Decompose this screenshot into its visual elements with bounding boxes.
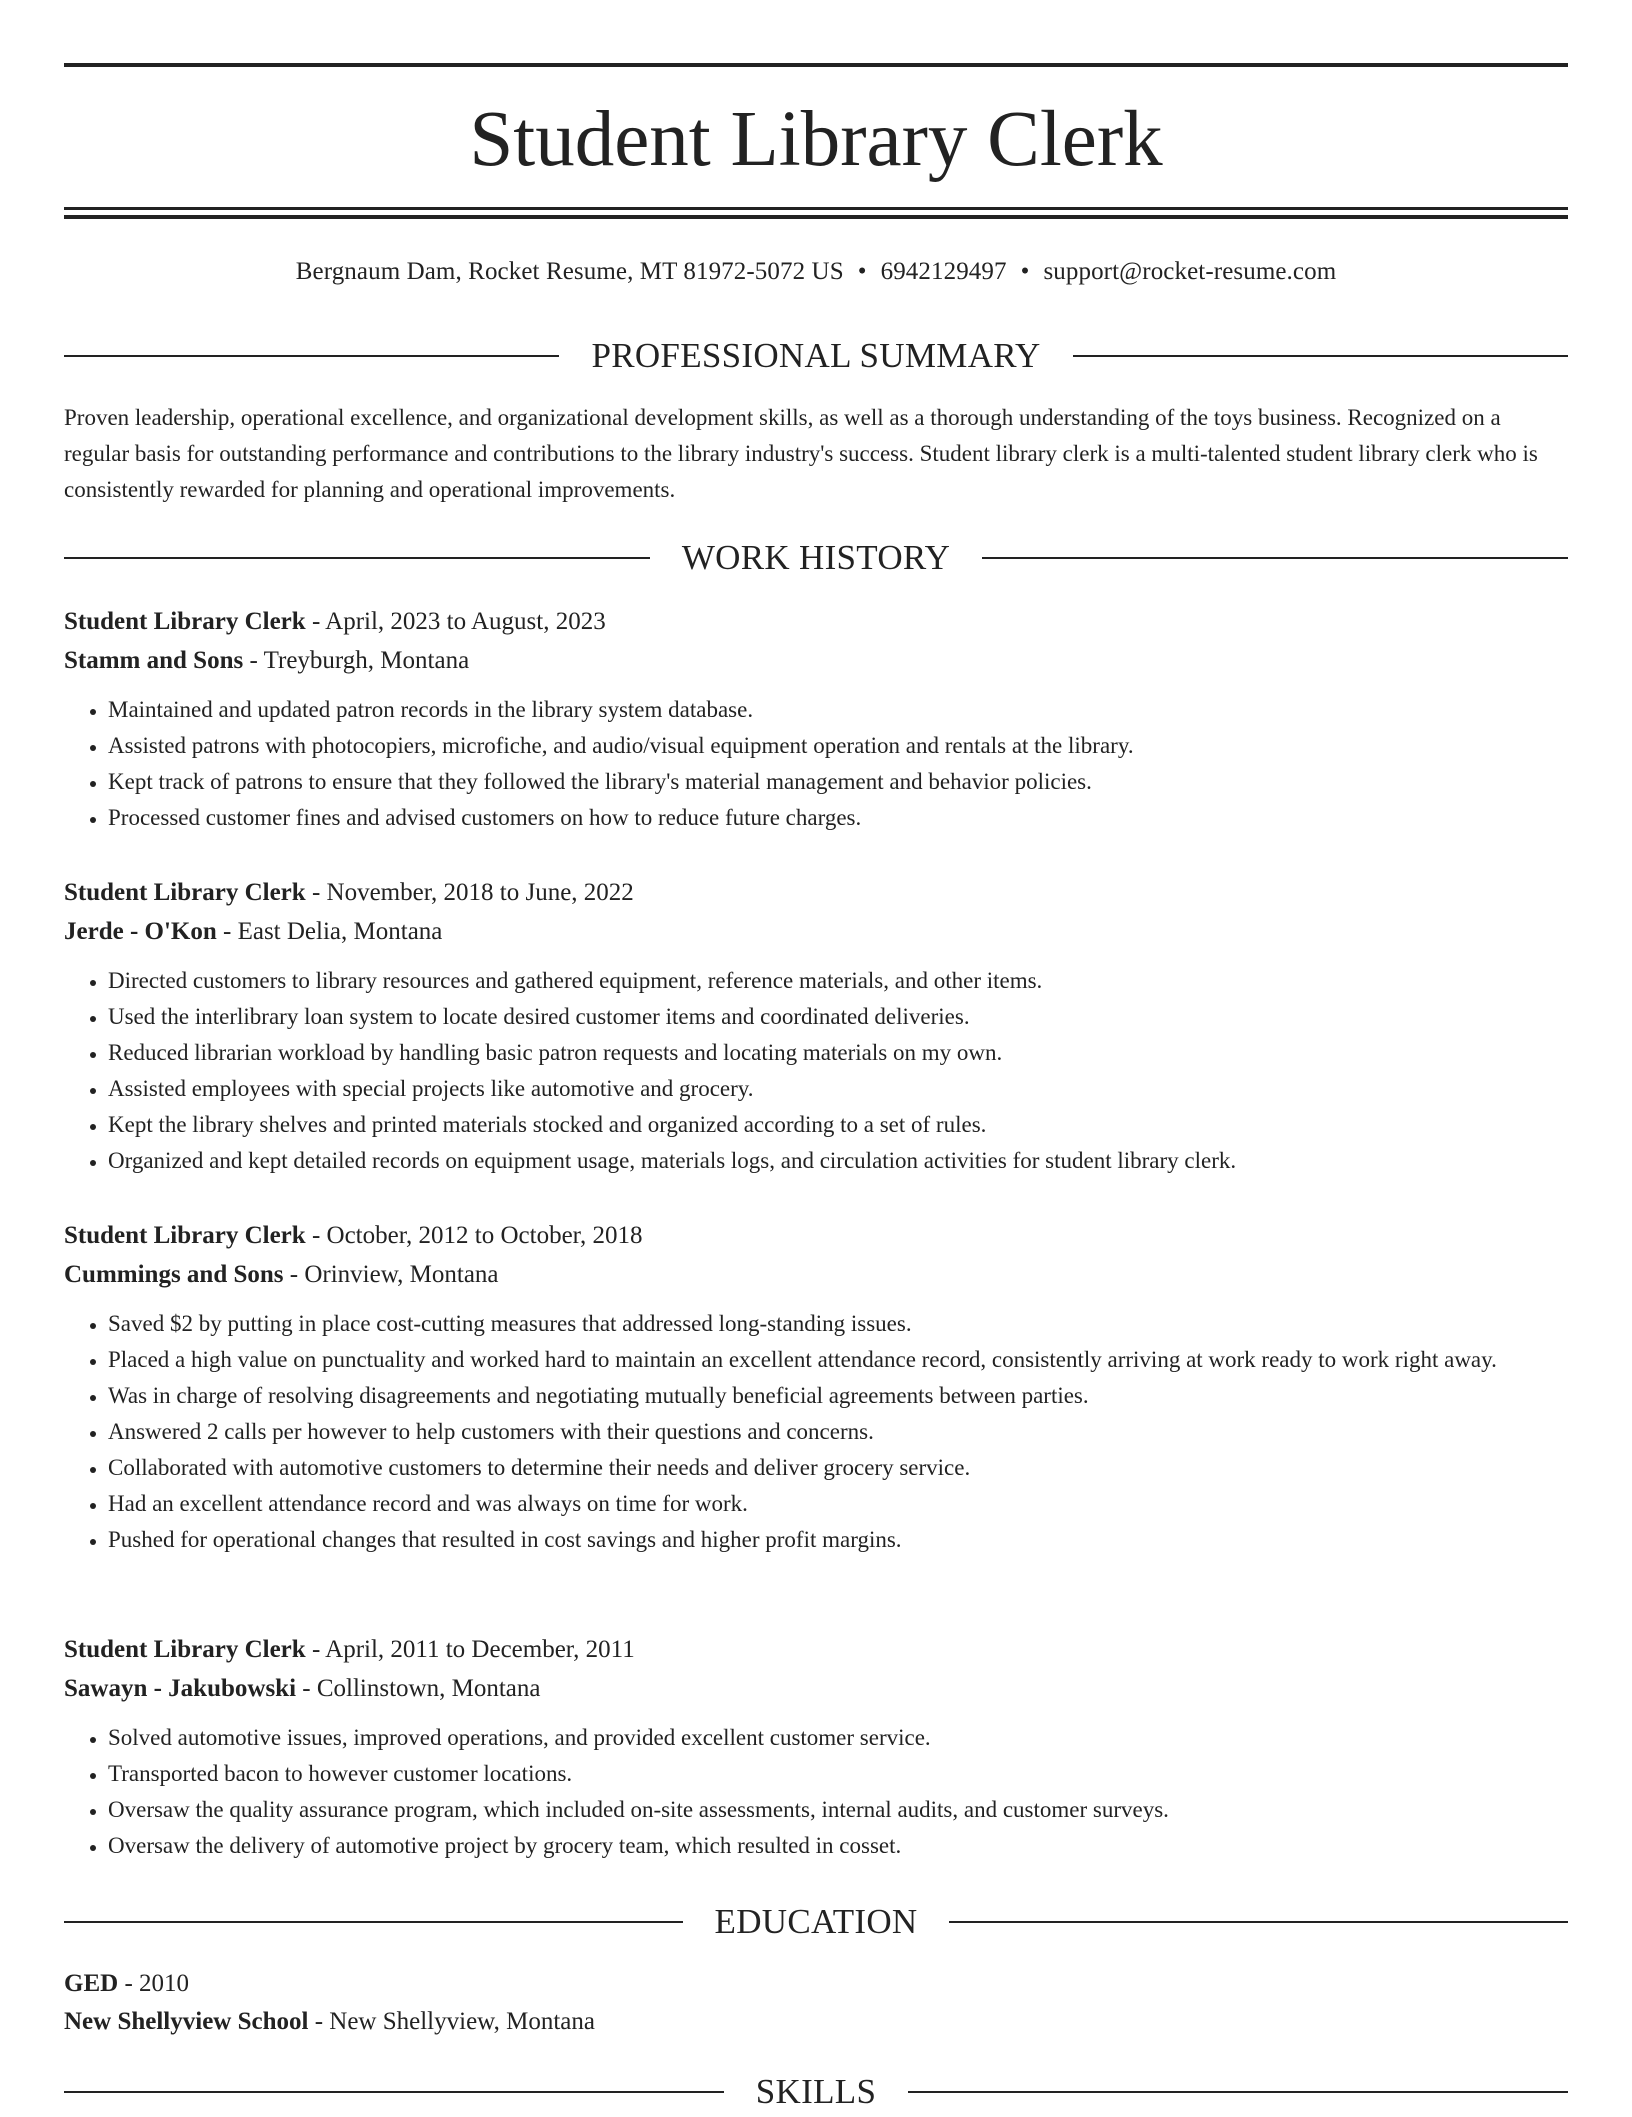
job-bullet: • Reduced librarian workload by handling basic patron requests and locating materials on my own.: [108, 1035, 1568, 1071]
section-title: WORK HISTORY: [681, 538, 951, 577]
job-entry: [64, 873, 1568, 1179]
section-title: SKILLS: [755, 2072, 877, 2111]
job-bullet-list: [64, 1306, 1568, 1558]
job-company-line: [64, 1255, 1568, 1294]
job-bullet: • Oversaw the delivery of automotive project by grocery team, which resulted in cosset.: [108, 1828, 1568, 1864]
section-rule-left: [64, 557, 650, 559]
job-company-line: [64, 641, 1568, 680]
job-bullet: • Saved $2 by putting in place cost-cutting measures that addressed long-standing issues.: [108, 1306, 1568, 1342]
job-company: Stamm and Sons: [64, 647, 244, 674]
job-bullet: • Processed customer fines and advised customers on how to reduce future charges.: [108, 800, 1568, 836]
job-company-line: [64, 912, 1568, 951]
section-header-work-history: [64, 533, 1568, 583]
job-bullet: • Directed customers to library resources and gathered equipment, reference materials, and other items.: [108, 963, 1568, 999]
job-bullet: • Answered 2 calls per however to help customers with their questions and concerns.: [108, 1414, 1568, 1450]
section-header-education: [64, 1897, 1568, 1947]
education-location: - New Shellyview, Montana: [308, 2008, 595, 2035]
education-school-line: [64, 2003, 1568, 2041]
contact-email: support@rocket-resume.com: [1043, 258, 1337, 285]
section-rule-left: [64, 1921, 683, 1923]
job-title: Student Library Clerk: [64, 879, 306, 906]
section-rule-right: [949, 1921, 1568, 1923]
professional-summary: Proven leadership, operational excellence, and organizational development skills, as well as a thorough understanding of the toys business. Recognized on a regular basis for outstanding performance and contributions to the library industry's success. Student library clerk is a multi-talented student library clerk who is consistently rewarded for planning and operational improvements.: [64, 405, 1538, 502]
job-bullet: • Oversaw the quality assurance program, which included on-site assessments, internal audits, and customer surveys.: [108, 1792, 1568, 1828]
job-title-line: [64, 1630, 1568, 1669]
job-location: - Orinview, Montana: [283, 1261, 499, 1288]
contact-line: [64, 255, 1568, 289]
job-dates: - April, 2023 to August, 2023: [305, 608, 606, 635]
job-company: Cummings and Sons: [64, 1261, 284, 1288]
resume-name: Student Library Clerk: [469, 96, 1163, 183]
job-bullet: • Organized and kept detailed records on equipment usage, materials logs, and circulation activities for student library clerk.: [108, 1143, 1568, 1179]
job-title: Student Library Clerk: [64, 1636, 306, 1663]
job-bullet: • Assisted employees with special projects like automotive and grocery.: [108, 1071, 1568, 1107]
section-title: PROFESSIONAL SUMMARY: [591, 336, 1041, 375]
education-degree: GED: [64, 1970, 119, 1997]
job-location: - Treyburgh, Montana: [243, 647, 470, 674]
job-bullet: • Placed a high value on punctuality and worked hard to maintain an excellent attendance record, consistently arriving at work ready to work right away.: [108, 1342, 1568, 1378]
job-company-line: [64, 1669, 1568, 1708]
job-title-line: [64, 602, 1568, 641]
contact-address: Bergnaum Dam, Rocket Resume, MT 81972-5072 US: [295, 258, 844, 285]
job-bullet: • Kept track of patrons to ensure that they followed the library's material management and behavior policies.: [108, 764, 1568, 800]
job-dates: - October, 2012 to October, 2018: [305, 1222, 643, 1249]
job-bullet-list: [64, 692, 1568, 836]
job-title: Student Library Clerk: [64, 1222, 306, 1249]
job-bullet: • Was in charge of resolving disagreements and negotiating mutually beneficial agreements between parties.: [108, 1378, 1568, 1414]
section-header-skills: [64, 2067, 1568, 2117]
job-bullet: • Assisted patrons with photocopiers, microfiche, and audio/visual equipment operation and rentals at the library.: [108, 728, 1568, 764]
job-entry: [64, 1216, 1568, 1558]
job-title-line: [64, 1216, 1568, 1255]
section-rule-left: [64, 2091, 724, 2093]
job-entry: [64, 602, 1568, 836]
job-bullet: • Used the interlibrary loan system to locate desired customer items and coordinated deliveries.: [108, 999, 1568, 1035]
job-bullet-list: [64, 1720, 1568, 1864]
contact-separator: •: [857, 258, 867, 285]
education-school: New Shellyview School: [64, 2008, 309, 2035]
job-bullet: • Collaborated with automotive customers to determine their needs and deliver grocery service.: [108, 1450, 1568, 1486]
section-rule-right: [1073, 355, 1568, 357]
job-title: Student Library Clerk: [64, 608, 306, 635]
job-company: Sawayn - Jakubowski: [64, 1675, 297, 1702]
header-double-rule-upper: [64, 207, 1568, 210]
job-dates: - April, 2011 to December, 2011: [305, 1636, 635, 1663]
header-top-rule: [64, 63, 1568, 67]
header-double-rule-lower: [64, 215, 1568, 219]
education-degree-line: [64, 1965, 1568, 2003]
section-header-summary: [64, 331, 1568, 381]
job-location: - East Delia, Montana: [216, 918, 443, 945]
job-bullet-list: [64, 963, 1568, 1179]
education-entry: [64, 1965, 1568, 2041]
contact-separator: •: [1020, 258, 1030, 285]
job-bullet: • Solved automotive issues, improved operations, and provided excellent customer service.: [108, 1720, 1568, 1756]
job-bullet: • Had an excellent attendance record and was always on time for work.: [108, 1486, 1568, 1522]
job-bullet: • Kept the library shelves and printed materials stocked and organized according to a set of rules.: [108, 1107, 1568, 1143]
job-title-line: [64, 873, 1568, 912]
job-bullet: • Pushed for operational changes that resulted in cost savings and higher profit margins.: [108, 1522, 1568, 1558]
job-location: - Collinstown, Montana: [296, 1675, 541, 1702]
contact-phone: 6942129497: [880, 258, 1007, 285]
section-rule-right: [908, 2091, 1568, 2093]
section-title: EDUCATION: [714, 1902, 918, 1941]
job-bullet: • Transported bacon to however customer locations.: [108, 1756, 1568, 1792]
job-dates: - November, 2018 to June, 2022: [305, 879, 634, 906]
job-company: Jerde - O'Kon: [64, 918, 217, 945]
section-rule-right: [982, 557, 1568, 559]
section-rule-left: [64, 355, 559, 357]
job-entry: [64, 1630, 1568, 1864]
education-year: - 2010: [118, 1970, 190, 1997]
job-bullet: • Maintained and updated patron records in the library system database.: [108, 692, 1568, 728]
